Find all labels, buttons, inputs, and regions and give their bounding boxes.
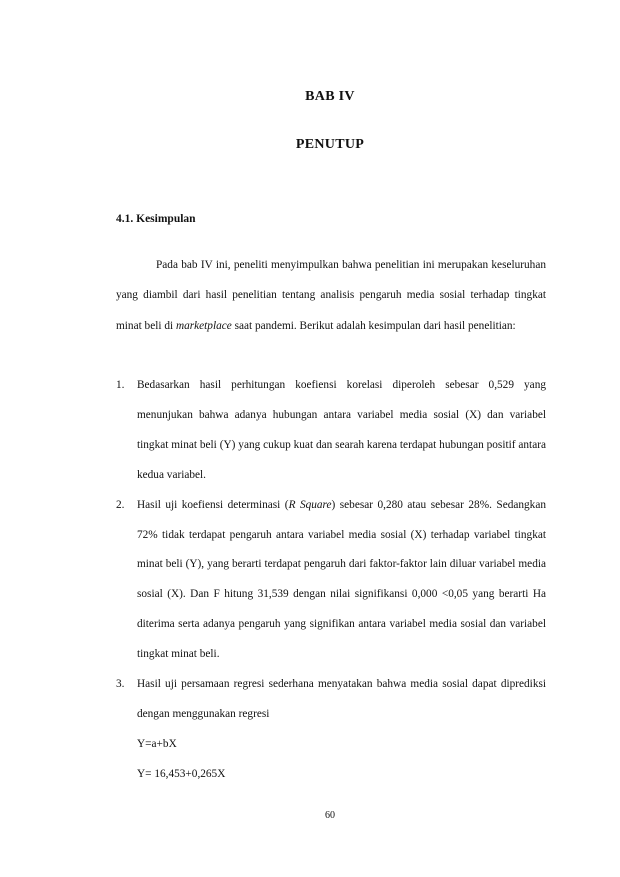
findings-list: [116, 371, 546, 790]
finding-item-2: [116, 491, 546, 670]
finding-italic-term: R Square: [288, 498, 332, 511]
finding-text-end: ) sebesar 0,280 atau sebesar 28%. Sedangkan 72% tidak terdapat pengaruh antara variabel media sosial (X) terhadap variabel tingkat minat beli (Y), yang berarti terdapat pengaruh dari faktor-faktor lain diluar variabel media sosial (X). Dan F hitung 31,539 dengan nilai signifikansi 0,000 <0,05 yang berarti Ha diterima serta adanya pengaruh yang signifikan antara variabel media sosial dan variabel tingkat minat beli.: [137, 498, 546, 661]
finding-item-3: [116, 670, 546, 790]
finding-text: Hasil uji persamaan regresi sederhana menyatakan bahwa media sosial dapat diprediksi dengan menggunakan regresi: [137, 678, 546, 720]
intro-text-start: Pada bab IV ini, peneliti menyimpulkan bahwa penelitian ini merupakan keseluruhan yang diambil dari hasil penelitian tentang analisis pengaruh media sosial terhadap tingkat minat beli di: [116, 259, 546, 332]
finding-number: 3.: [116, 678, 125, 691]
regression-formula-general: Y=a+bX: [137, 737, 177, 750]
chapter-title: BAB IV: [305, 89, 355, 104]
intro-paragraph: [116, 250, 546, 341]
finding-number: 1.: [116, 379, 125, 391]
chapter-subtitle: PENUTUP: [295, 137, 365, 152]
regression-formula-result: Y= 16,453+0,265X: [137, 767, 226, 780]
section-heading: 4.1. Kesimpulan: [116, 213, 196, 225]
intro-text-end: saat pandemi. Berikut adalah kesimpulan dari hasil penelitian:: [231, 319, 516, 332]
finding-item-1: [116, 371, 546, 491]
finding-number: 2.: [116, 498, 125, 511]
finding-text-start: Hasil uji koefiensi determinasi (: [137, 498, 289, 511]
intro-italic-term: marketplace: [175, 319, 232, 332]
page-number: 60: [325, 810, 335, 821]
finding-text: Bedasarkan hasil perhitungan koefiensi korelasi diperoleh sebesar 0,529 yang menunjukan bahwa adanya hubungan antara variabel media sosial (X) dan variabel tingkat minat beli (Y) yang cukup kuat dan searah karena terdapat hubungan positif antara kedua variabel.: [137, 379, 546, 481]
